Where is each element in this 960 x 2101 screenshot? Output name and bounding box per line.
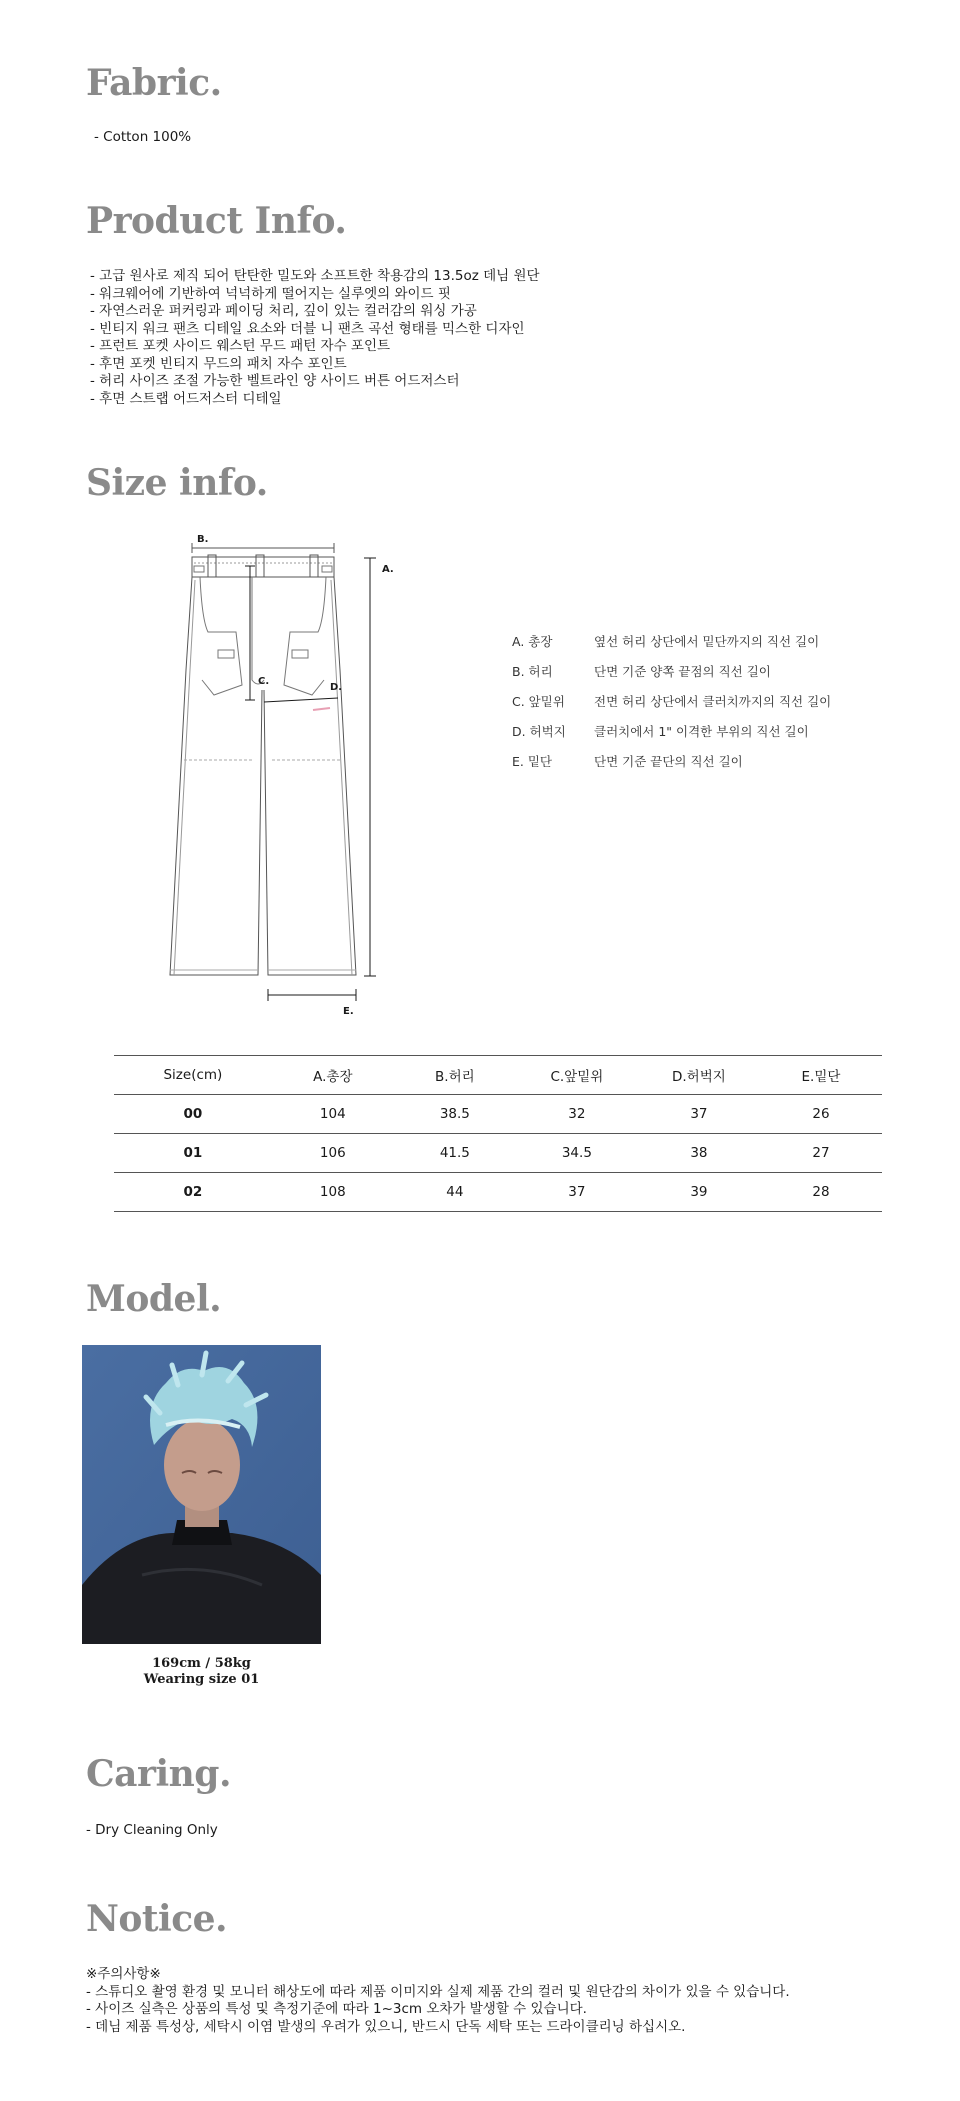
- fabric-list: [94, 129, 191, 147]
- label-a: A.: [382, 564, 394, 575]
- spec-key: B. 허리: [512, 664, 553, 679]
- table-cell: 01: [183, 1145, 203, 1161]
- measure-e-line: [268, 989, 356, 1001]
- embroidery-mark: [313, 708, 330, 710]
- measure-c-line: [245, 566, 255, 700]
- caring-list: [86, 1822, 218, 1840]
- notice-line: - 데님 제품 특성상, 세탁시 이염 발생의 우려가 있으니, 반드시 단독 세탁 또는 드라이클리닝 하십시오.: [86, 2018, 686, 2035]
- label-c: C.: [258, 676, 270, 687]
- measure-b-line: [192, 543, 334, 553]
- table-cell: 38.5: [439, 1106, 470, 1122]
- table-cell: 27: [812, 1145, 830, 1161]
- table-cell: 37: [568, 1184, 586, 1200]
- table-cell: 44: [446, 1184, 464, 1200]
- caring-line: - Dry Cleaning Only: [86, 1822, 218, 1838]
- spec-desc: 옆선 허리 상단에서 밑단까지의 직선 길이: [594, 634, 820, 649]
- table-cell: 106: [319, 1145, 346, 1161]
- column-header: A.총장: [313, 1069, 353, 1085]
- model-wearing-size: Wearing size 01: [143, 1672, 260, 1687]
- column-header: Size(cm): [163, 1067, 223, 1083]
- column-header: E.밑단: [801, 1069, 841, 1085]
- table-cell: 00: [183, 1106, 203, 1122]
- pants-measurement-diagram: [150, 530, 410, 1020]
- notice-line: ※주의사항※: [86, 1966, 161, 1982]
- table-cell: 02: [183, 1184, 203, 1200]
- table-header-row: [114, 1056, 882, 1095]
- model-photo: [82, 1345, 321, 1644]
- notice-title: Notice.: [86, 1898, 228, 1940]
- spec-row: [512, 752, 831, 782]
- model-measurements: 169cm / 58kg: [152, 1656, 251, 1671]
- spec-desc: 단면 기준 양쪽 끝점의 직선 길이: [594, 664, 771, 679]
- table-cell: 108: [319, 1184, 346, 1200]
- table-cell: 37: [690, 1106, 708, 1122]
- spec-key: C. 앞밑위: [512, 694, 565, 709]
- fabric-title: Fabric.: [86, 62, 222, 104]
- product-info-line: - 후면 포켓 빈티지 무드의 패치 자수 포인트: [90, 355, 347, 372]
- table-cell: 32: [568, 1106, 586, 1122]
- table-cell: 41.5: [439, 1145, 470, 1161]
- model-title: Model.: [86, 1278, 222, 1320]
- label-e: E.: [343, 1006, 354, 1017]
- size-info-title: Size info.: [86, 462, 268, 504]
- table-cell: 104: [319, 1106, 346, 1122]
- spec-row: [512, 722, 831, 752]
- label-d: D.: [330, 682, 343, 693]
- spec-desc: 단면 기준 끝단의 직선 길이: [594, 754, 743, 769]
- spec-desc: 전면 허리 상단에서 클러치까지의 직선 길이: [594, 694, 832, 709]
- spec-key: D. 허벅지: [512, 724, 566, 739]
- table-row: [114, 1134, 882, 1173]
- pants-outline: [170, 555, 356, 975]
- table-cell: 26: [812, 1106, 830, 1122]
- product-info-line: - 프런트 포켓 사이드 웨스턴 무드 패턴 자수 포인트: [90, 338, 391, 354]
- table-cell: 28: [812, 1184, 830, 1200]
- measure-a-line: [364, 558, 376, 976]
- column-header: B.허리: [435, 1069, 475, 1085]
- product-info-line: - 빈티지 워크 팬츠 디테일 요소와 더블 니 팬츠 곡선 형태를 믹스한 디자인: [90, 320, 525, 337]
- product-info-list: [90, 268, 540, 408]
- product-info-line: - 자연스러운 퍼커링과 페이딩 처리, 깊이 있는 컬러감의 워싱 가공: [90, 303, 477, 319]
- product-info-line: - 허리 사이즈 조절 가능한 벨트라인 양 사이드 버튼 어드저스터: [90, 373, 460, 389]
- measurement-spec-list: [512, 632, 831, 782]
- notice-list: [86, 1966, 790, 2036]
- table-row: [114, 1173, 882, 1212]
- model-caption: [82, 1656, 321, 1688]
- product-info-line: - 고급 원사로 제직 되어 탄탄한 밀도와 소프트한 착용감의 13.5oz 데님 원단: [90, 268, 540, 284]
- spec-row: [512, 632, 831, 662]
- product-info-line: - 후면 스트랩 어드저스터 디테일: [90, 390, 282, 407]
- table-row: [114, 1095, 882, 1134]
- product-info-line: - 워크웨어에 기반하여 넉넉하게 떨어지는 실루엣의 와이드 핏: [90, 285, 451, 302]
- column-header: C.앞밑위: [550, 1069, 604, 1085]
- spec-row: [512, 692, 831, 722]
- spec-row: [512, 662, 831, 692]
- table-cell: 39: [690, 1184, 708, 1200]
- notice-line: - 스튜디오 촬영 환경 및 모니터 해상도에 따라 제품 이미지와 실제 제품 간의 컬러 및 원단감의 차이가 있을 수 있습니다.: [86, 1983, 790, 2000]
- fabric-line: - Cotton 100%: [94, 129, 192, 145]
- notice-line: - 사이즈 실측은 상품의 특성 및 측정기준에 따라 1~3cm 오차가 발생할 수 있습니다.: [86, 2001, 587, 2017]
- spec-desc: 클러치에서 1" 이격한 부위의 직선 길이: [594, 724, 809, 739]
- table-cell: 38: [690, 1145, 708, 1161]
- product-info-title: Product Info.: [86, 200, 347, 242]
- label-b: B.: [197, 534, 209, 545]
- spec-key: A. 총장: [512, 634, 553, 649]
- table-cell: 34.5: [561, 1145, 592, 1161]
- measure-d-line: [264, 698, 338, 702]
- size-table: [114, 1055, 882, 1212]
- caring-title: Caring.: [86, 1753, 231, 1795]
- spec-key: E. 밑단: [512, 754, 552, 769]
- column-header: D.허벅지: [672, 1069, 726, 1085]
